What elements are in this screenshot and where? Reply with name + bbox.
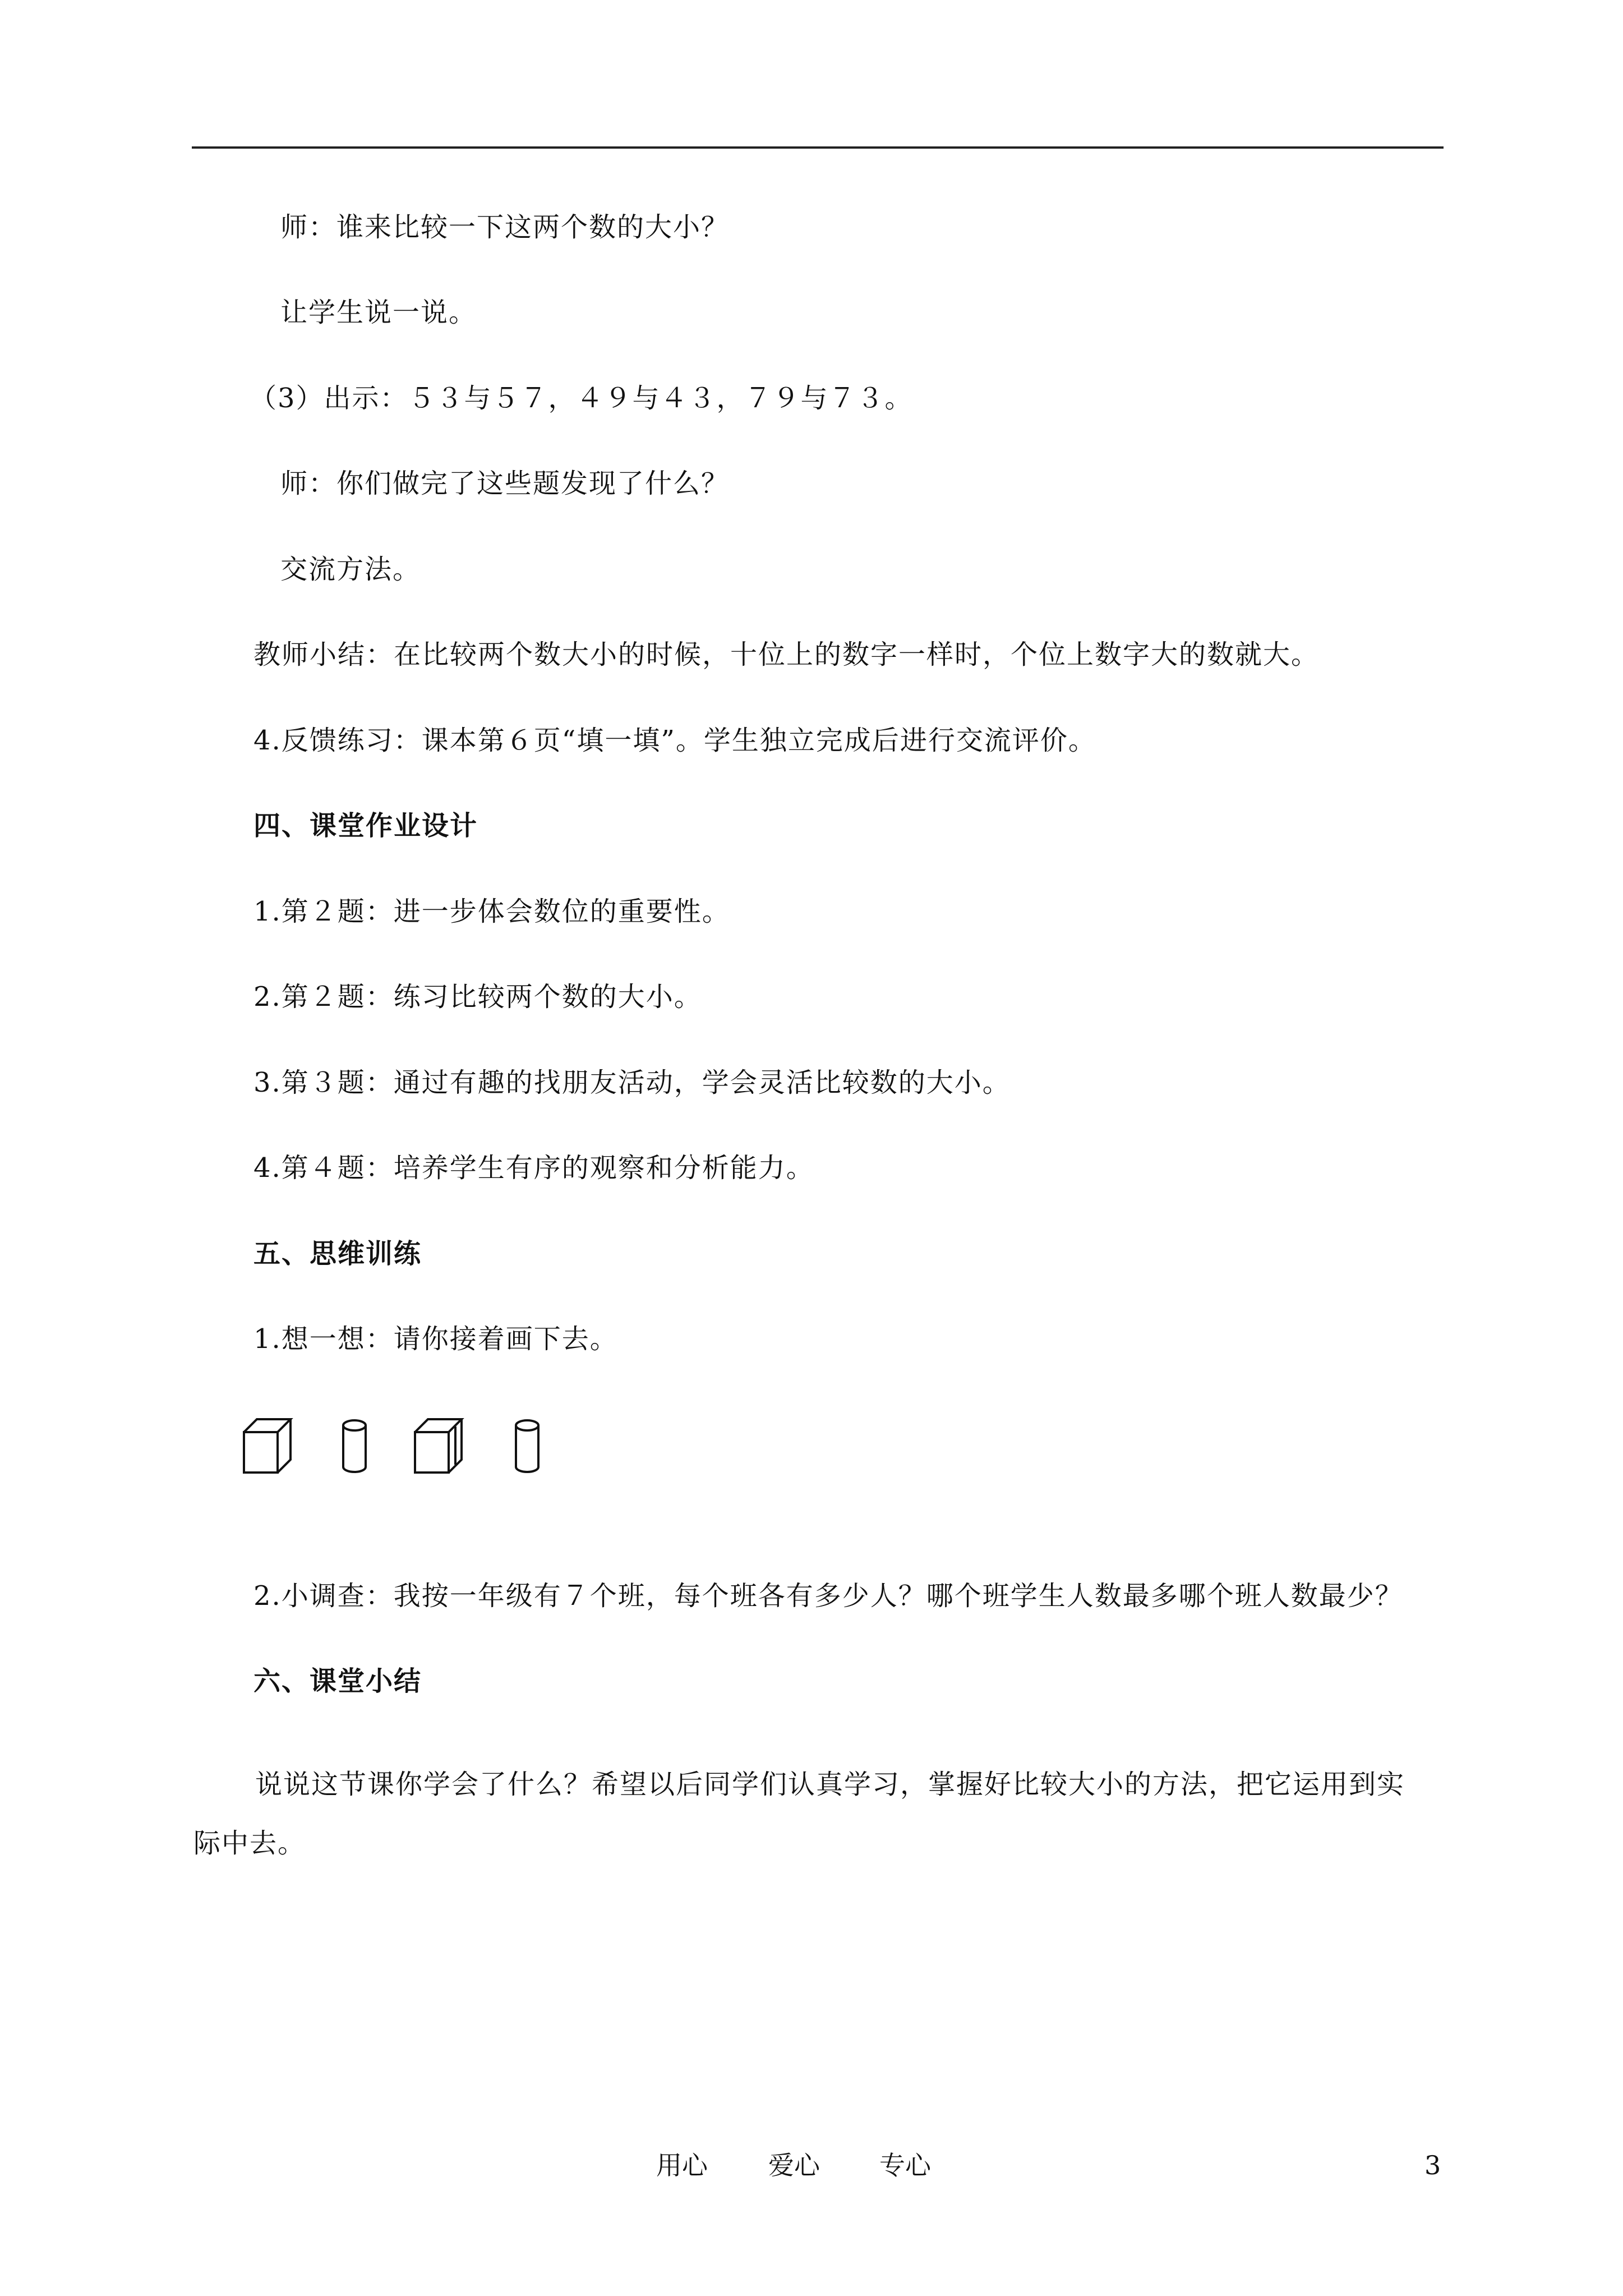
header-rule [192,146,1444,149]
section-heading: 六、课堂小结 [253,1665,422,1697]
text-line: （3）出示：５３与５７，４９与４３，７９与７３。 [250,383,913,414]
summary-line-1: 说说这节课你学会了什么？希望以后同学们认真学习，掌握好比较大小的方法，把它运用到实 [255,1769,1405,1800]
page-number: 3 [1424,2150,1441,2180]
cube-icon [244,1419,291,1473]
cylinder-icon [343,1420,366,1472]
section-heading: 五、思维训练 [253,1238,422,1269]
footer-motto: 爱心 [768,2150,820,2180]
list-item: 1.想一想：请你接着画下去。 [253,1323,618,1355]
section-heading: 四、课堂作业设计 [253,810,478,841]
shape-sequence [241,1416,589,1475]
list-item: 3.第３题：通过有趣的找朋友活动，学会灵活比较数的大小。 [253,1067,1011,1098]
cylinder-icon [516,1420,538,1472]
summary-paragraph [193,1742,1444,1886]
list-item: 1.第２题：进一步体会数位的重要性。 [253,896,730,927]
list-item: 2.第２题：练习比较两个数的大小。 [253,981,702,1013]
text-line: 4.反馈练习：课本第６页“填一填”。学生独立完成后进行交流评价。 [253,725,1096,756]
footer-motto: 专心 [879,2150,931,2180]
text-line: 师：你们做完了这些题发现了什么？ [280,468,730,499]
footer-motto: 用心 [656,2150,708,2180]
shape-sequence-figure [241,1416,589,1475]
summary-line-2: 际中去。 [193,1828,306,1859]
text-line: 师：谁来比较一下这两个数的大小？ [280,211,730,243]
list-item: 2.小调查：我按一年级有７个班，每个班各有多少人？哪个班学生人数最多哪个班人数最少？ [253,1580,1403,1612]
text-line: 交流方法。 [280,554,421,585]
text-line: 让学生说一说。 [280,297,477,328]
list-item: 4.第４题：培养学生有序的观察和分析能力。 [253,1152,814,1184]
cube-icon [415,1419,462,1473]
text-line: 教师小结：在比较两个数大小的时候，十位上的数字一样时，个位上数字大的数就大。 [253,639,1320,670]
